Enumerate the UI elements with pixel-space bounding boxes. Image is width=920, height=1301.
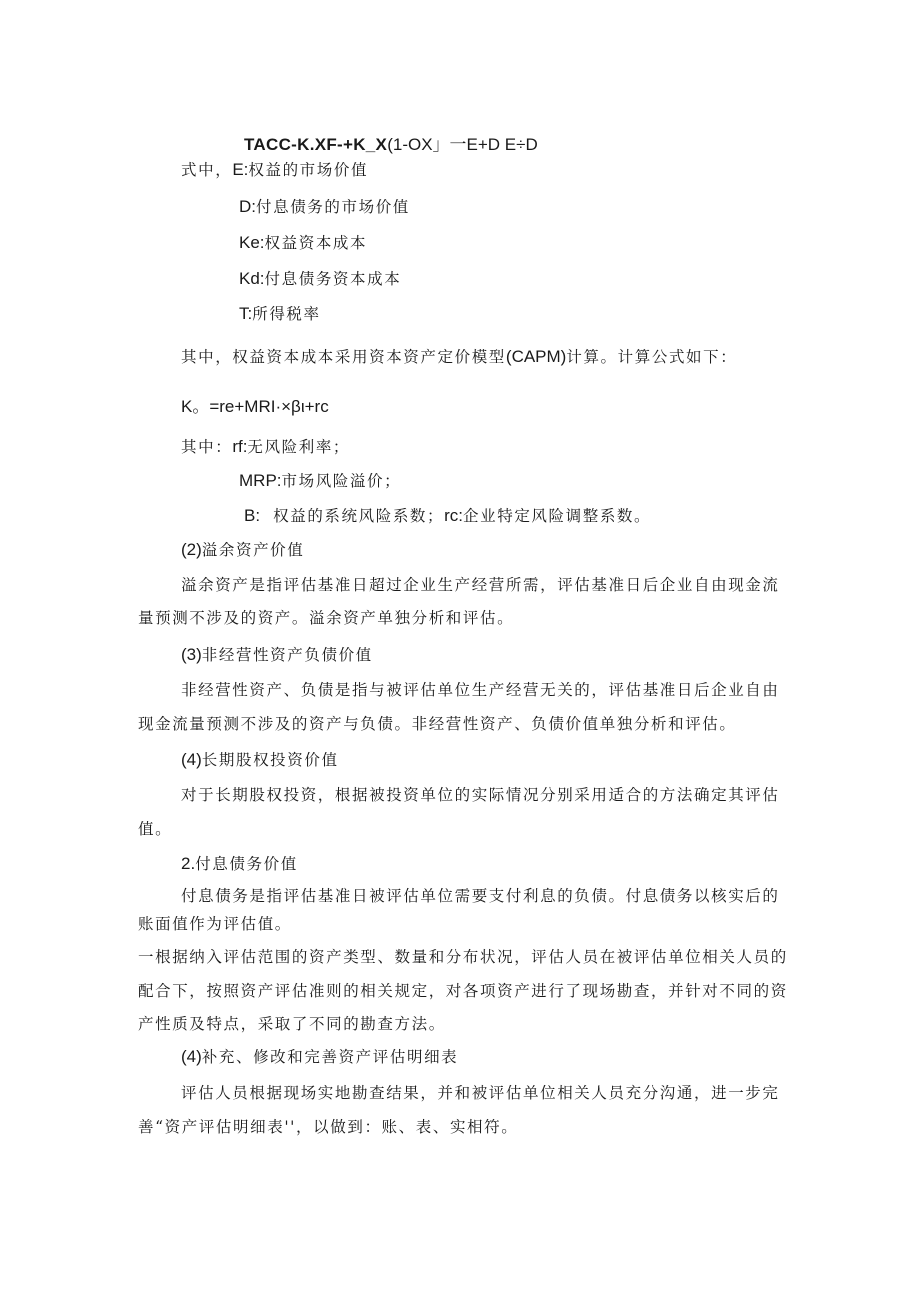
wacc-formula-rhs: (1-OX」一E+D E÷D [387,135,538,154]
capm-intro [181,346,737,368]
section-2-title: 溢余资产价值 [201,541,305,559]
beta-rc-line [244,505,651,527]
rc-desc: 企业特定风险调整系数。 [463,507,652,525]
debt-number: 2. [181,854,196,873]
var-kd-desc: 付息债务资本成本 [264,270,402,288]
section-4-para-line-2: 值。 [138,820,173,838]
where-intro: 式中， [181,161,233,179]
variable-d-line [239,196,410,218]
section-4-number: (4) [181,750,202,769]
section-4-para-line-1: 对于长期股权投资，根据被投资单位的实际情况分别采用适合的方法确定其评估 [181,786,780,804]
var-e-desc: 权益的市场价值 [248,161,369,179]
section-3-para-line-1: 非经营性资产、负债是指与被评估单位生产经营无关的，评估基准日后企业自由 [181,681,780,699]
var-kd-symbol: Kd: [239,269,265,288]
survey-para-line-1: 一根据纳入评估范围的资产类型、数量和分布状况，评估人员在被评估单位相关人员的 [138,948,788,966]
var-d-symbol: D: [239,197,256,216]
section-3-number: (3) [181,645,202,664]
section-2-number: (2) [181,540,202,559]
rf-line [181,436,350,458]
rf-desc: 无风险利率； [247,438,351,456]
wacc-formula [244,134,538,156]
var-t-symbol: T: [239,304,253,323]
variable-t-line [239,303,321,325]
wacc-formula-lhs: TACC-K.XF-+K_X [244,135,388,154]
var-t-desc: 所得税率 [252,305,321,323]
var-ke-desc: 权益资本成本 [264,234,368,252]
mrp-line [239,470,401,492]
variable-ke-line [239,232,367,254]
variable-e-line [181,159,368,181]
capm-intro-paren: (CAPM) [505,347,567,366]
section-4b-title: 补充、修改和完善资产评估明细表 [201,1048,459,1066]
survey-para-line-3: 产性质及特点，采取了不同的勘查方法。 [138,1015,446,1033]
rf-symbol: rf: [232,437,248,456]
section-3-heading [181,644,373,666]
survey-para-line-2: 配合下，按照资产评估准则的相关规定，对各项资产进行了现场勘查，并针对不同的资 [138,982,788,1000]
var-e-symbol: E: [232,160,249,179]
section-4b-number: (4) [181,1047,202,1066]
mrp-symbol: MRP: [239,471,282,490]
beta-symbol: B: [244,506,261,525]
section-2-para-line-1: 溢余资产是指评估基准日超过企业生产经营所需，评估基准日后企业自由现金流 [181,576,780,594]
section-3-title: 非经营性资产负债价值 [201,646,373,664]
rc-symbol: rc: [444,506,464,525]
debt-para-line-2: 账面值作为评估值。 [138,915,292,933]
section-4b-para-line-2: 善“资产评估明细表''，以做到：账、表、实相符。 [138,1118,519,1136]
var-ke-symbol: Ke: [239,233,265,252]
debt-title: 付息债务价值 [195,855,298,873]
section-4b-heading [181,1046,458,1068]
capm-vars-intro: 其中： [181,438,233,456]
debt-para-line-1: 付息债务是指评估基准日被评估单位需要支付利息的负债。付息债务以核实后的 [181,887,780,905]
section-4-title: 长期股权投资价值 [201,751,339,769]
section-4b-para-line-1: 评估人员根据现场实地勘查结果，并和被评估单位相关人员充分沟通，进一步完 [181,1084,780,1102]
mrp-desc: 市场风险溢价； [281,472,402,490]
capm-intro-post: 计算。计算公式如下： [566,348,738,366]
section-2-heading [181,539,304,561]
capm-intro-pre: 其中，权益资本成本采用资本资产定价模型 [181,348,506,366]
beta-desc: 权益的系统风险系数； [273,507,445,525]
section-3-para-line-2: 现金流量预测不涉及的资产与负债。非经营性资产、负债价值单独分析和评估。 [138,715,737,733]
section-4-heading [181,749,339,771]
debt-heading [181,853,298,875]
section-2-para-line-2: 量预测不涉及的资产。溢余资产单独分析和评估。 [138,609,515,627]
capm-formula: K。=re+MRI·×βι+rc [181,397,329,416]
var-d-desc: 付息债务的市场价值 [256,198,410,216]
variable-kd-line [239,268,401,290]
